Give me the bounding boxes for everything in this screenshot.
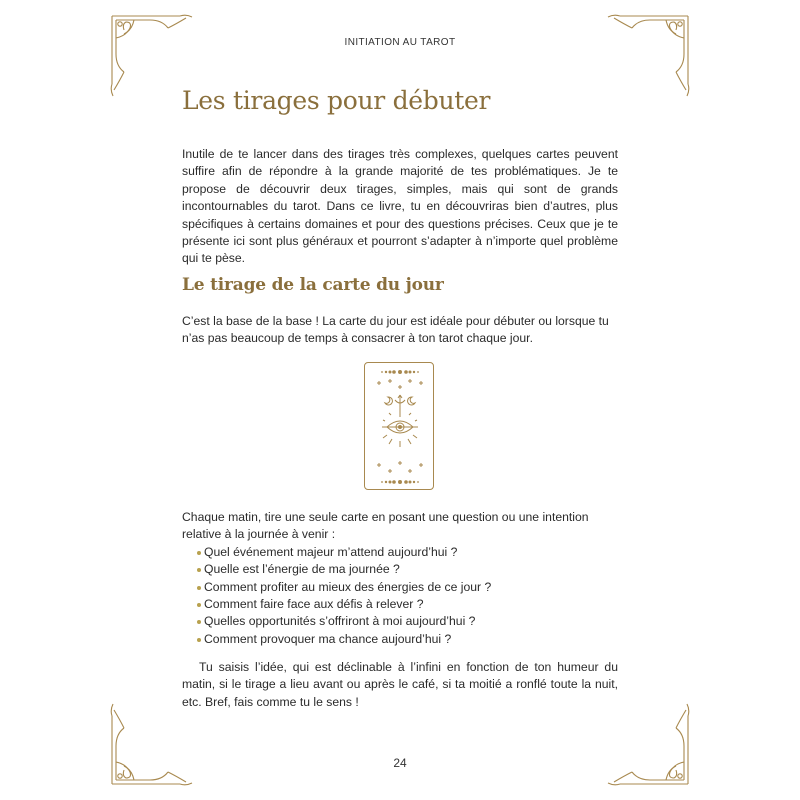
list-item — [182, 631, 618, 648]
question-text: Quelles opportunités s’offriront à moi aujourd’hui ? — [204, 614, 476, 629]
bullet-dot-icon — [197, 586, 201, 590]
ornamental-corner-icon — [606, 14, 690, 98]
instruction-text: Chaque matin, tire une seule carte en posant une question ou une intention relative à la journée à venir : — [182, 510, 589, 542]
list-item — [182, 561, 618, 578]
bullet-dot-icon — [197, 603, 201, 607]
question-text: Comment faire face aux défis à relever ? — [204, 597, 424, 612]
question-text: Quelle est l’énergie de ma journée ? — [204, 562, 400, 577]
ornamental-corner-icon — [110, 702, 194, 786]
list-item — [182, 579, 618, 596]
section-title: Les tirages pour débuter — [182, 86, 491, 115]
running-title: INITIATION AU TAROT — [344, 37, 456, 48]
ornamental-corner-icon — [606, 702, 690, 786]
question-list — [182, 544, 618, 648]
section-intro: Inutile de te lancer dans des tirages très complexes, quelques cartes peuvent suffire afin de répondre à la grande majorité de tes problématiques. Je te propose de découvrir deux tirages, simples, mais qui sont de grands incontournables du tarot. Dans ce livre, tu en découvriras bien d’autres, plus spécifiques à certains domaines et pour des questions précises. Ceux que je te présente ici sont plus généraux et pourront s’adapter à n’importe quel problème qui te pèse. — [182, 147, 618, 266]
bullet-dot-icon — [197, 568, 201, 572]
bullet-dot-icon — [197, 638, 201, 642]
subsection-title: Le tirage de la carte du jour — [182, 275, 444, 295]
page-number: 24 — [393, 756, 407, 770]
list-item — [182, 613, 618, 630]
tarot-card-illustration — [364, 362, 434, 490]
bullet-dot-icon — [197, 620, 201, 624]
list-item — [182, 596, 618, 613]
question-text: Quel événement majeur m’attend aujourd’hui ? — [204, 544, 458, 559]
tarot-card-eye-icon — [365, 363, 435, 491]
daily-card-instructions — [182, 509, 618, 648]
question-text: Comment profiter au mieux des énergies de ce jour ? — [204, 579, 492, 594]
subsection-intro: C’est la base de la base ! La carte du jour est idéale pour débuter ou lorsque tu n’as pas beaucoup de temps à consacrer à ton tarot chaque jour. — [182, 314, 609, 346]
closing-paragraph: Tu saisis l’idée, qui est déclinable à l’infini en fonction de ton humeur du matin, si le tirage a lieu avant ou après le café, si ta moitié a ronflé toute la nuit, etc. Bref, fais comme tu le sens ! — [182, 660, 618, 709]
bullet-dot-icon — [197, 551, 201, 555]
question-text: Comment provoquer ma chance aujourd’hui ? — [204, 631, 452, 646]
list-item — [182, 544, 618, 561]
